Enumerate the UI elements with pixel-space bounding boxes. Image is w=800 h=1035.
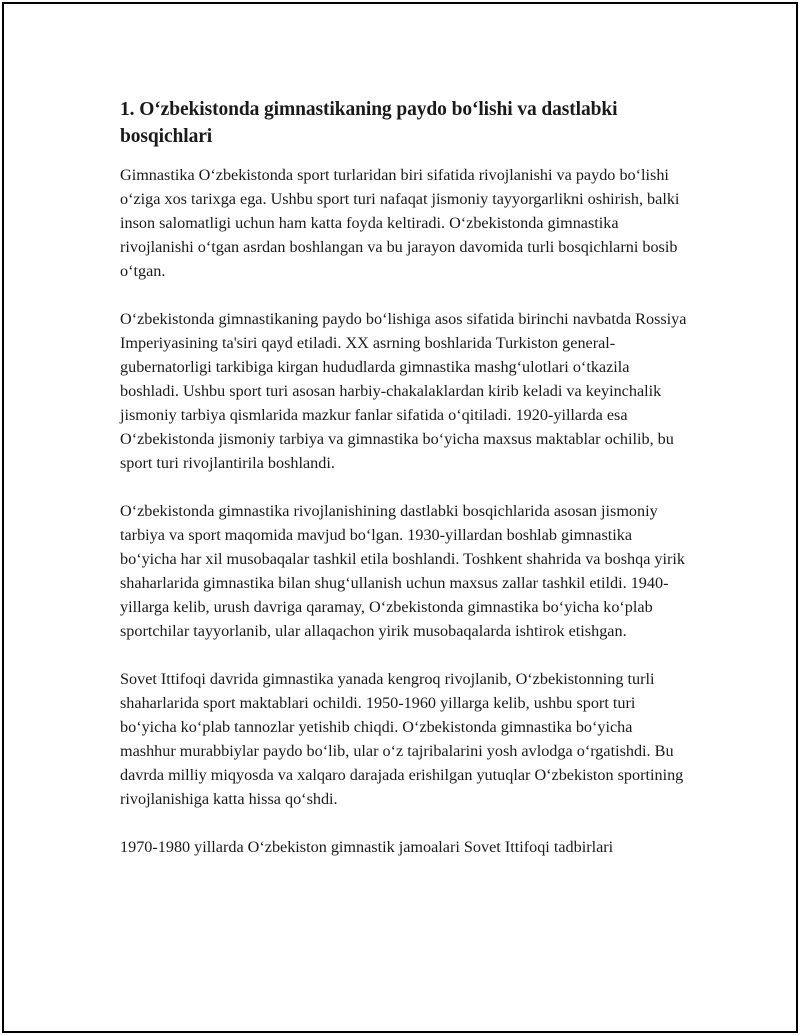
document-content <box>120 96 692 859</box>
paragraph-5: 1970-1980 yillarda O‘zbekiston gimnastik jamoalari Sovet Ittifoqi tadbirlari <box>120 838 614 856</box>
paragraph-3: O‘zbekistonda gimnastika rivojlanishining dastlabki bosqichlarida asosan jismoniy tarbiya va sport maqomida mavjud bo‘lgan. 1930-yillardan boshlab gimnastika bo‘yicha har xil musobaqalar tashkil etila boshlandi. Toshkent shahrida va boshqa yirik shaharlarida gimnastika bilan shug‘ullanish uchun maxsus zallar tashkil etildi. 1940-yillarga kelib, urush davriga qaramay, O‘zbekistonda gimnastika bo‘yicha ko‘plab sportchilar tayyorlanib, ular allaqachon yirik musobaqalarda ishtirok etishgan. <box>120 502 686 640</box>
paragraph-2: O‘zbekistonda gimnastikaning paydo bo‘lishiga asos sifatida birinchi navbatda Rossiya Imperiyasining ta'siri qayd etiladi. XX asrning boshlarida Turkiston general-gubernatorligi tarkibiga kirgan hududlarda gimnastika mashg‘ulotlari o‘tkazila boshladi. Ushbu sport turi asosan harbiy-chakalaklardan kirib keladi va keyinchalik jismoniy tarbiya qismlarida mazkur fanlar sifatida o‘qitiladi. 1920-yillarda esa O‘zbekistonda jismoniy tarbiya va gimnastika bo‘yicha maxsus maktablar ochilib, bu sport turi rivojlantirila boshlandi. <box>120 310 687 472</box>
paragraph-1: Gimnastika O‘zbekistonda sport turlaridan biri sifatida rivojlanishi va paydo bo‘lishi o‘ziga xos tarixga ega. Ushbu sport turi nafaqat jismoniy tayyorgarlikni oshirish, balki inson salomatligi uchun ham katta foyda keltiradi. O‘zbekistonda gimnastika rivojlanishi o‘tgan asrdan boshlangan va bu jarayon davomida turli bosqichlarni bosib o‘tgan. <box>120 166 680 280</box>
paragraph-4: Sovet Ittifoqi davrida gimnastika yanada kengroq rivojlanib, O‘zbekistonning turli shaharlarida sport maktablari ochildi. 1950-1960 yillarga kelib, ushbu sport turi bo‘yicha ko‘plab tannozlar yetishib chiqdi. O‘zbekistonda gimnastika bo‘yicha mashhur murabbiylar paydo bo‘lib, ular o‘z tajribalarini yosh avlodga o‘rgatishdi. Bu davrda milliy miqyosda va xalqaro darajada erishilgan yutuqlar O‘zbekiston sportining rivojlanishiga katta hissa qo‘shdi. <box>120 670 684 808</box>
document-page <box>2 2 798 1033</box>
section-heading: 1. O‘zbekistonda gimnastikaning paydo bo‘lishi va dastlabki bosqichlari <box>120 99 618 147</box>
